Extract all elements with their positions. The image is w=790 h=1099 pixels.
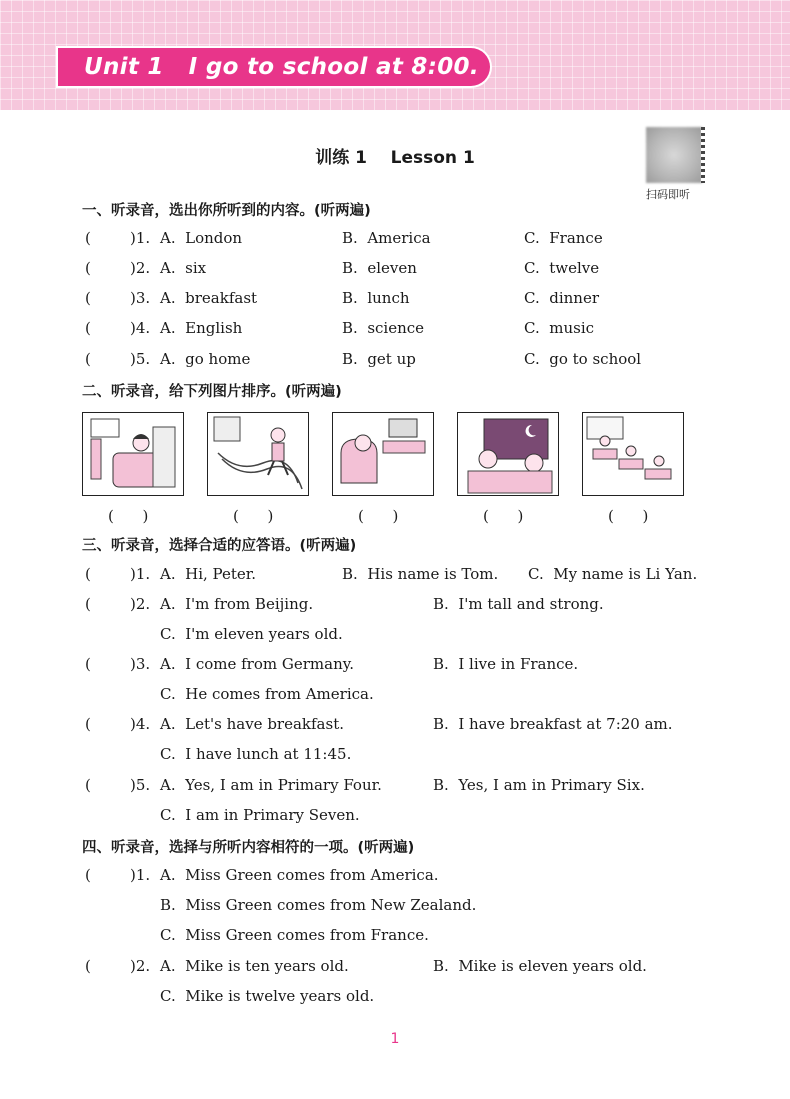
option-a: A. I'm from Beijing. <box>160 595 314 613</box>
option-b: B. Mike is eleven years old. <box>433 957 647 975</box>
picture-order-blank[interactable]: ( ) <box>233 507 274 525</box>
section-4-heading: 四、听录音，选择与所听内容相符的一项。(听两遍) <box>82 840 415 856</box>
picture-order-blank[interactable]: ( ) <box>483 507 524 525</box>
option-c: C. He comes from America. <box>160 685 374 703</box>
option-b: B. I'm tall and strong. <box>433 595 604 613</box>
section-3-heading: 三、听录音，选择合适的应答语。(听两遍) <box>82 538 357 554</box>
option-c: C. Mike is twelve years old. <box>160 987 375 1005</box>
option-c: C. My name is Li Yan. <box>528 565 698 583</box>
question-number: )5. <box>130 776 151 794</box>
question-number: )5. <box>130 350 151 368</box>
option-a: A. London <box>160 229 243 247</box>
option-c: C. Miss Green comes from France. <box>160 926 429 944</box>
option-a: A. Hi, Peter. <box>160 565 257 583</box>
option-a: A. breakfast <box>160 289 258 307</box>
question-number: )1. <box>130 565 151 583</box>
option-c: C. go to school <box>524 350 642 368</box>
answer-blank[interactable]: ( <box>85 289 91 307</box>
answer-blank[interactable]: ( <box>85 595 91 613</box>
picture-order-blank[interactable]: ( ) <box>108 507 149 525</box>
answer-blank[interactable]: ( <box>85 957 91 975</box>
section-1-heading: 一、听录音，选出你所听到的内容。(听两遍) <box>82 203 371 219</box>
answer-blank[interactable]: ( <box>85 350 91 368</box>
answer-blank[interactable]: ( <box>85 319 91 337</box>
option-a: A. Mike is ten years old. <box>160 957 349 975</box>
option-b: B. science <box>342 319 425 337</box>
question-number: )1. <box>130 229 151 247</box>
option-b: B. I have breakfast at 7:20 am. <box>433 715 673 733</box>
option-c: C. I'm eleven years old. <box>160 625 343 643</box>
option-c: C. dinner <box>524 289 600 307</box>
option-a: A. English <box>160 319 243 337</box>
answer-blank[interactable]: ( <box>85 776 91 794</box>
question-number: )3. <box>130 655 151 673</box>
question-number: )4. <box>130 319 151 337</box>
option-a: A. Miss Green comes from America. <box>160 866 439 884</box>
option-b: B. get up <box>342 350 416 368</box>
option-b: B. eleven <box>342 259 417 277</box>
picture-order-blank[interactable]: ( ) <box>358 507 399 525</box>
person-watching-tv-illustration <box>332 412 434 496</box>
answer-blank[interactable]: ( <box>85 715 91 733</box>
unit-title: Unit 1 I go to school at 8:00. <box>84 54 479 80</box>
option-b: B. I live in France. <box>433 655 579 673</box>
answer-blank[interactable]: ( <box>85 259 91 277</box>
option-b: B. Miss Green comes from New Zealand. <box>160 896 477 914</box>
question-number: )3. <box>130 289 151 307</box>
option-c: C. music <box>524 319 595 337</box>
option-a: A. go home <box>160 350 251 368</box>
option-a: A. I come from Germany. <box>160 655 354 673</box>
option-b: B. His name is Tom. <box>342 565 499 583</box>
option-c: C. twelve <box>524 259 600 277</box>
child-walking-to-school-illustration <box>207 412 309 496</box>
qr-code-edge <box>701 127 705 183</box>
option-c: C. I have lunch at 11:45. <box>160 745 352 763</box>
lesson-title: 训练 1 Lesson 1 <box>315 148 475 168</box>
family-dinner-at-night-illustration <box>457 412 559 496</box>
answer-blank[interactable]: ( <box>85 655 91 673</box>
qr-code-image[interactable] <box>646 127 702 183</box>
section-2-heading: 二、听录音，给下列图片排序。(听两遍) <box>82 384 342 400</box>
picture-order-blank[interactable]: ( ) <box>608 507 649 525</box>
question-number: )1. <box>130 866 151 884</box>
answer-blank[interactable]: ( <box>85 866 91 884</box>
students-in-classroom-illustration <box>582 412 684 496</box>
option-b: B. Yes, I am in Primary Six. <box>433 776 645 794</box>
question-number: )2. <box>130 259 151 277</box>
question-number: )4. <box>130 715 151 733</box>
option-a: A. six <box>160 259 207 277</box>
qr-caption: 扫码即听 <box>646 188 690 201</box>
option-b: B. lunch <box>342 289 410 307</box>
girl-in-bed-illustration <box>82 412 184 496</box>
question-number: )2. <box>130 957 151 975</box>
option-a: A. Let's have breakfast. <box>160 715 344 733</box>
page-number: 1 <box>390 1031 400 1047</box>
option-a: A. Yes, I am in Primary Four. <box>160 776 382 794</box>
question-number: )2. <box>130 595 151 613</box>
answer-blank[interactable]: ( <box>85 565 91 583</box>
option-c: C. France <box>524 229 603 247</box>
answer-blank[interactable]: ( <box>85 229 91 247</box>
option-b: B. America <box>342 229 431 247</box>
option-c: C. I am in Primary Seven. <box>160 806 360 824</box>
